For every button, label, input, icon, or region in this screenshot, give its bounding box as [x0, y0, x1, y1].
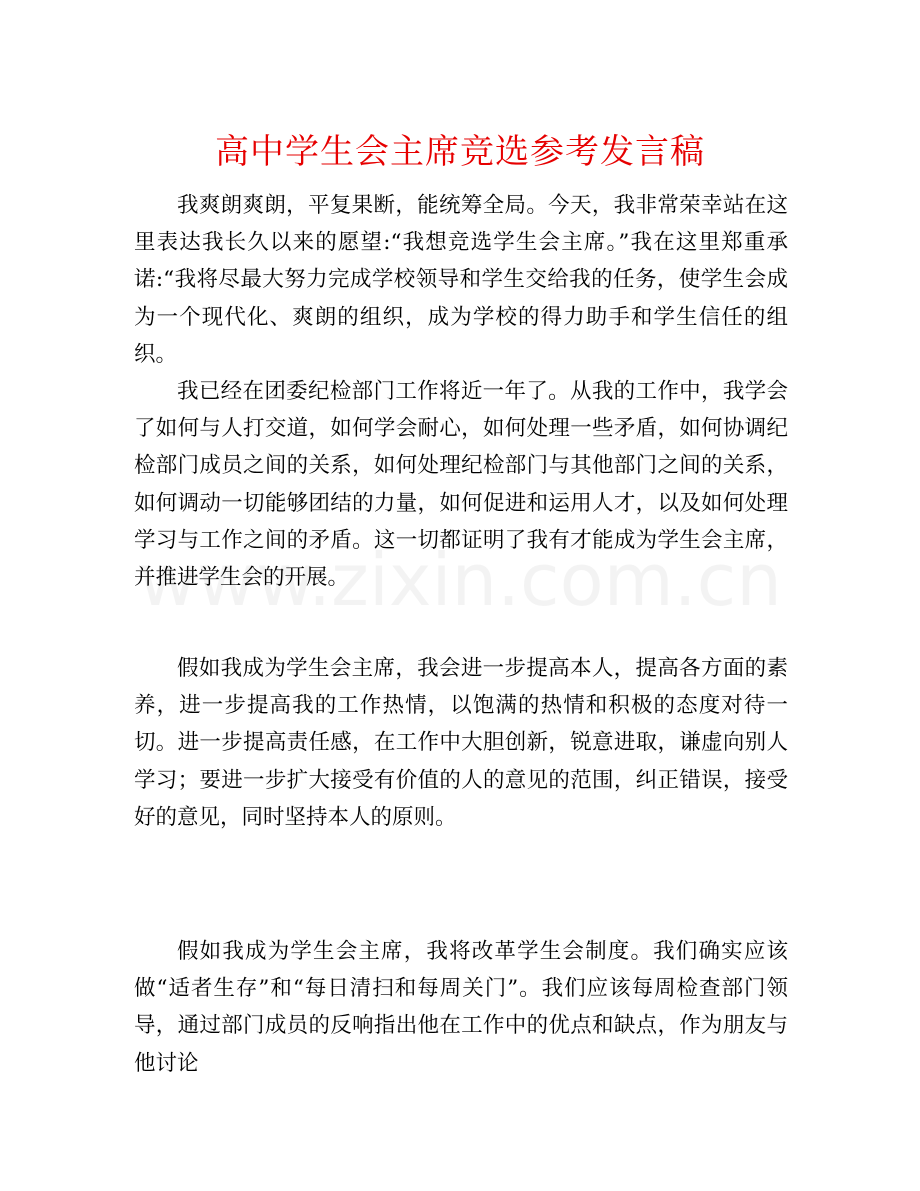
paragraph-3 — [134, 650, 788, 836]
paragraph-text: 我已经在团委纪检部门工作将近一年了。从我的工作中，我学会了如何与人打交道，如何学会耐心，如何处理一些矛盾，如何协调纪检部门成员之间的关系，如何处理纪检部门与其他部门之间的关系，如何调动一切能够团结的力量，如何促进和运用人才，以及如何处理学习与工作之间的矛盾。这一切都证明了我有才能成为学生会主席，并推进学生会的开展。 — [134, 379, 788, 591]
document-title: 高中学生会主席竞选参考发言稿 — [215, 132, 705, 172]
paragraph-4 — [134, 933, 788, 1082]
paragraph-text: 假如我成为学生会主席，我会进一步提高本人，提高各方面的素养，进一步提高我的工作热情，以饱满的热情和积极的态度对待一切。进一步提高责任感，在工作中大胆创新，锐意进取，谦虚向别人学习；要进一步扩大接受有价值的人的意见的范围，纠正错误，接受好的意见，同时坚持本人的原则。 — [134, 656, 788, 830]
paragraph-1 — [134, 187, 788, 373]
paragraph-2 — [134, 373, 788, 596]
paragraph-text: 我爽朗爽朗，平复果断，能统筹全局。今天，我非常荣幸站在这里表达我长久以来的愿望:“我想竞选学生会主席。”我在这里郑重承诺:“我将尽最大努力完成学校领导和学生交给我的任务，使学生会成为一个现代化、爽朗的组织，成为学校的得力助手和学生信任的组织。 — [134, 193, 788, 367]
paragraph-text: 假如我成为学生会主席，我将改革学生会制度。我们确实应该做“适者生存”和“每日清扫和每周关门”。我们应该每周检查部门领导，通过部门成员的反响指出他在工作中的优点和缺点，作为朋友与他讨论 — [134, 939, 788, 1076]
